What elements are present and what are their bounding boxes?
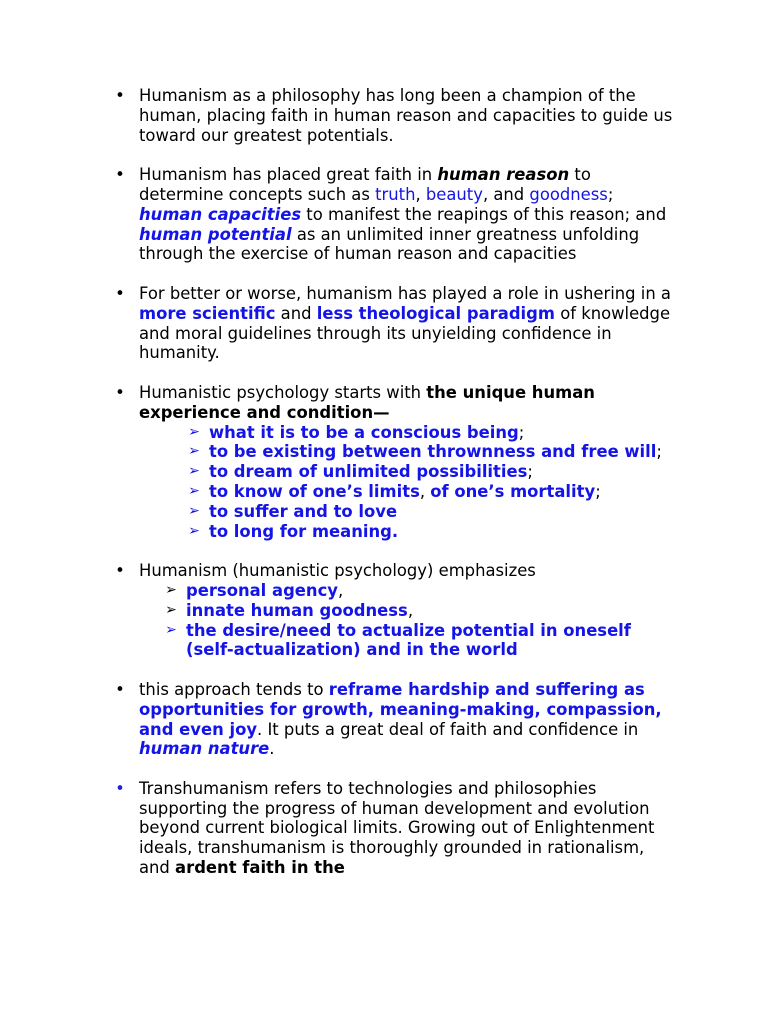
bullet-text: . It puts a great deal of faith and confidence in [257, 719, 639, 739]
bullet-text: to determine concepts such as [139, 165, 591, 204]
arrow-bullet-icon: ➢ [188, 502, 200, 519]
bullet-item-paradigm [0, 284, 679, 363]
bullet-text: Humanism (humanistic psychology) emphasizes [139, 561, 536, 581]
bullet-text: , [415, 184, 426, 204]
sub-item-punct: ; [527, 462, 533, 482]
bullet-dot-icon: • [115, 679, 125, 699]
bullet-text: as an unlimited inner greatness unfolding through the exercise of human reason and capacities [139, 224, 640, 264]
sub-item-text: to long for meaning. [209, 521, 399, 541]
bullet-item-transhumanism [0, 779, 679, 878]
sub-item [139, 621, 679, 661]
term-beauty: beauty [425, 184, 483, 204]
bullet-list [0, 86, 768, 898]
emphasis-human-potential: human potential [139, 224, 292, 244]
emphasis-human-capacities: human capacities [139, 204, 302, 224]
bullet-dot-icon: • [115, 165, 125, 185]
arrow-bullet-icon: ➢ [188, 482, 200, 499]
bullet-text: Humanism has placed great faith in [139, 165, 438, 185]
sub-item-text: to suffer and to love [209, 501, 398, 521]
sub-item-text: what it is to be a conscious being [209, 422, 519, 442]
bullet-dot-icon: • [115, 283, 125, 303]
sub-item-text: to know of one’s limits [209, 481, 420, 501]
bullet-text: Humanism as a philosophy has long been a champion of the human, placing faith in human reason and capacities to guide us toward our greatest potentials. [139, 86, 673, 145]
sub-item-text: of one’s mortality [430, 481, 596, 501]
emphasis-reframe-hardship: reframe hardship and suffering as opportunities for growth, meaning-making, compassion, and even joy [139, 679, 662, 739]
arrow-bullet-icon: ➢ [165, 581, 177, 598]
bullet-dot-icon: • [115, 561, 125, 581]
bullet-dot-icon: • [115, 382, 125, 402]
bullet-text: Humanistic psychology starts with [139, 382, 427, 402]
emphasis-more-scientific: more scientific [139, 303, 276, 323]
bullet-item-emphasizes [0, 561, 679, 660]
arrow-bullet-icon: ➢ [188, 423, 200, 440]
sub-item-punct: , [407, 600, 414, 620]
bullet-text: , and [482, 184, 530, 204]
bullet-item-reframe [0, 680, 679, 759]
sub-item-text: personal agency [186, 580, 338, 600]
emphasis-human-nature: human nature [139, 739, 270, 759]
arrow-bullet-icon: ➢ [188, 522, 200, 539]
arrow-bullet-icon: ➢ [165, 621, 177, 638]
emphasis-human-reason: human reason [437, 165, 570, 185]
arrow-bullet-icon: ➢ [188, 443, 200, 460]
sub-list-emphasizes [139, 581, 679, 660]
sub-item [139, 502, 679, 522]
bullet-text: . [269, 739, 275, 759]
bullet-text: Transhumanism refers to technologies and philosophies supporting the progress of human development and evolution beyond current biological limits. Growing out of Enlightenment ideals, transhumanism is thoroughly grounded in rationalism, and [139, 778, 655, 878]
sub-item-punct: ; [656, 442, 662, 462]
sub-item-punct: ; [595, 481, 601, 501]
bullet-text: and [275, 303, 317, 323]
bullet-item-human-reason [0, 165, 679, 264]
term-truth: truth [375, 184, 416, 204]
emphasis-less-theological: less theological paradigm [316, 303, 555, 323]
sub-item [139, 482, 679, 502]
emphasis-unique-experience: the unique human experience and condition— [139, 382, 595, 422]
sub-item-text: to dream of unlimited possibilities [209, 462, 528, 482]
emphasis-ardent-faith: ardent faith in the [175, 858, 345, 878]
sub-item-text: to be existing between thrownness and free will [209, 442, 657, 462]
bullet-text: ; [607, 184, 614, 204]
sub-item-punct: , [419, 481, 431, 501]
bullet-dot-icon: • [115, 86, 125, 105]
sub-item-punct: ; [518, 422, 525, 442]
bullet-text: of knowledge and moral guidelines through its unyielding confidence in humanity. [139, 303, 671, 363]
sub-item [139, 442, 679, 462]
bullet-text: For better or worse, humanism has played a role in ushering in a [139, 283, 671, 303]
arrow-bullet-icon: ➢ [165, 601, 177, 618]
sub-item [139, 522, 679, 542]
bullet-text: to manifest the reapings of this reason; and [301, 204, 667, 224]
sub-item [139, 462, 679, 482]
bullet-dot-icon: • [115, 778, 125, 798]
sub-item [139, 423, 679, 443]
sub-item [139, 581, 679, 601]
term-goodness: goodness [529, 184, 608, 204]
sub-item-punct: , [337, 580, 344, 600]
sub-list-condition [139, 423, 679, 542]
bullet-item-humanistic-psychology [0, 383, 679, 541]
sub-item [139, 601, 679, 621]
bullet-text: this approach tends to [139, 679, 329, 699]
sub-item-text: the desire/need to actualize potential in oneself (self-actualization) and in the world [186, 620, 631, 660]
bullet-item-humanism-philosophy [0, 86, 679, 145]
sub-item-text: innate human goodness [186, 600, 408, 620]
arrow-bullet-icon: ➢ [188, 463, 200, 480]
